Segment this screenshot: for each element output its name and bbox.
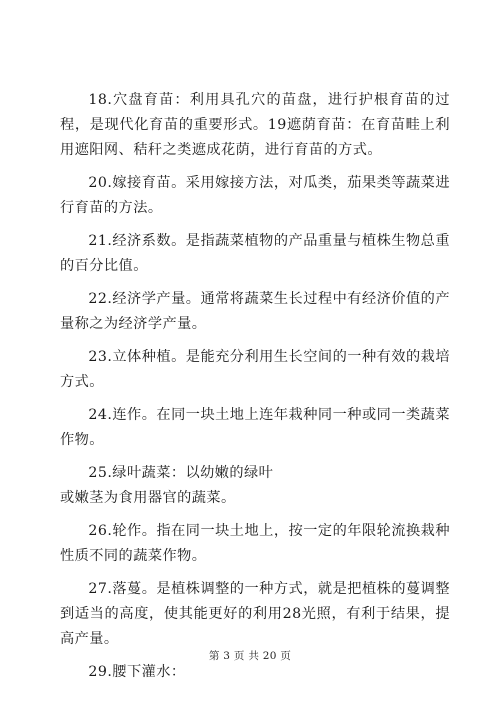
page-footer: 第 3 页 共 20 页	[208, 650, 292, 662]
paragraph-18-19: 18.穴盘育苗：利用具孔穴的苗盘，进行护根育苗的过程，是现代化育苗的重要形式。19遮荫育苗：在育苗畦上利用遮阳网、秸秆之类遮成花荫，进行育苗的方式。	[60, 92, 450, 158]
paragraph-25-continuation: 或嫩茎为食用器官的蔬菜。	[60, 490, 236, 506]
paragraph-29: 29.腰下灌水：	[88, 664, 186, 680]
document-body	[60, 88, 450, 693]
paragraph-27-28: 27.落蔓。是植株调整的一种方式，就是把植株的蔓调整到适当的高度，使其能更好的利用28光照，有利于结果，提高产量。	[60, 581, 450, 647]
paragraph-25: 25.绿叶蔬菜：以幼嫩的绿叶	[88, 465, 274, 481]
paragraph-23: 23.立体种植。是能充分利用生长空间的一种有效的栽培方式。	[60, 349, 450, 390]
paragraph-22: 22.经济学产量。通常将蔬菜生长过程中有经济价值的产量称之为经济学产量。	[60, 291, 450, 332]
paragraph-20: 20.嫁接育苗。采用嫁接方法，对瓜类，茄果类等蔬菜进行育苗的方法。	[60, 175, 450, 216]
paragraph-21: 21.经济系数。是指蔬菜植物的产品重量与植株生物总重的百分比值。	[60, 233, 450, 274]
paragraph-26: 26.轮作。指在同一块土地上，按一定的年限轮流换栽种性质不同的蔬菜作物。	[60, 523, 450, 564]
paragraph-24: 24.连作。在同一块土地上连年栽种同一种或同一类蔬菜作物。	[60, 407, 450, 448]
